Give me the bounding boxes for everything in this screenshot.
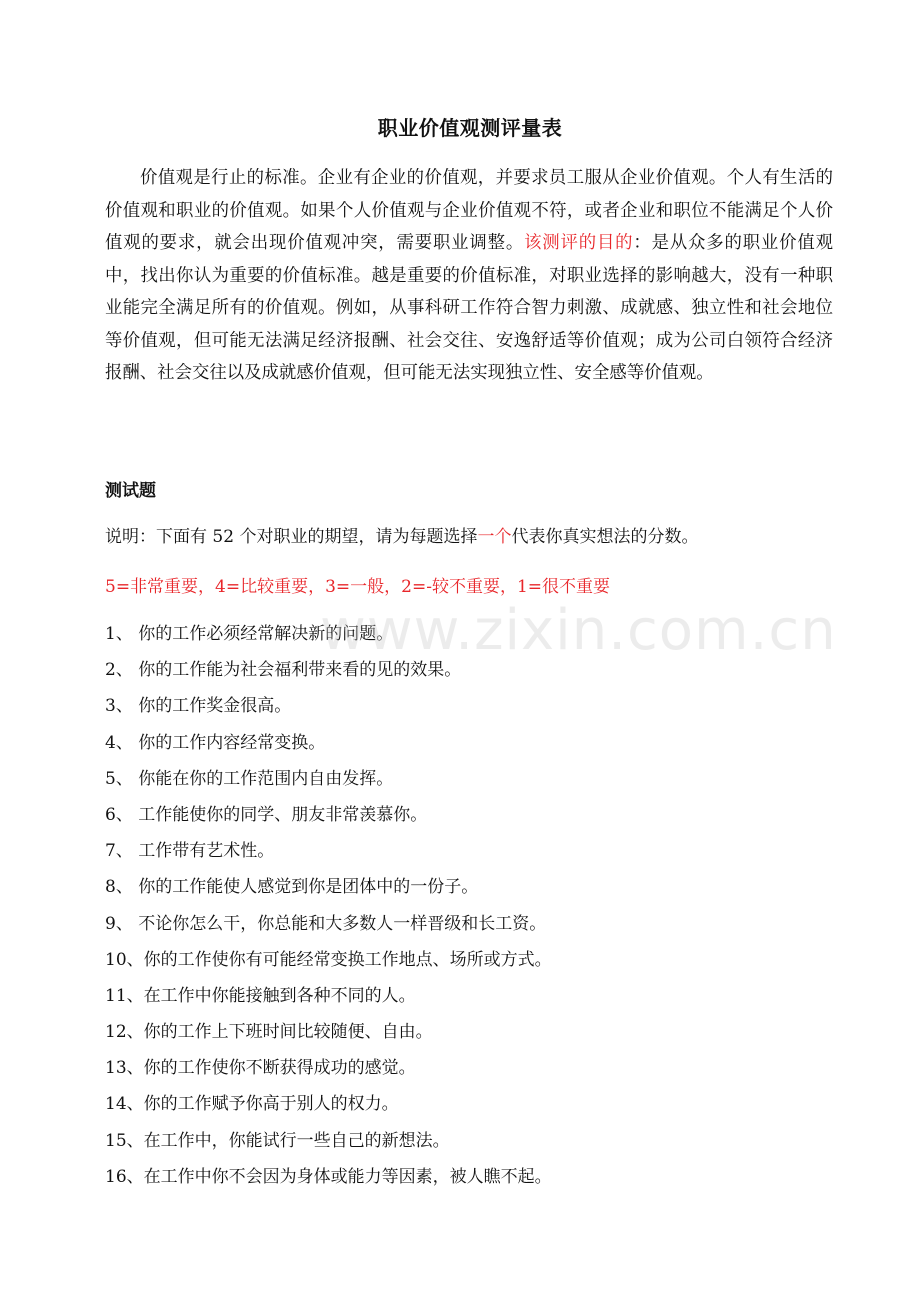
question-item: 13、你的工作使你不断获得成功的感觉。	[105, 1058, 416, 1079]
note-highlight: 一个	[477, 527, 512, 547]
question-list	[105, 622, 552, 1201]
question-item: 4、 你的工作内容经常变换。	[105, 732, 326, 753]
question-item: 16、在工作中你不会因为身体或能力等因素，被人瞧不起。	[105, 1166, 552, 1187]
question-item: 2、 你的工作能为社会福利带来看的见的效果。	[105, 660, 462, 681]
page-title: 职业价值观测评量表	[377, 116, 563, 140]
question-item: 6、 工作能使你的同学、朋友非常羡慕你。	[105, 804, 428, 825]
question-item: 12、你的工作上下班时间比较随便、自由。	[105, 1022, 433, 1043]
rating-scale: 5=非常重要，4=比较重要，3=一般，2=-较不重要，1=很不重要	[105, 577, 611, 597]
question-item: 5、 你能在你的工作范围内自由发挥。	[105, 768, 394, 789]
question-item: 8、 你的工作能使人感觉到你是团体中的一份子。	[105, 877, 479, 898]
question-item: 15、在工作中，你能试行一些自己的新想法。	[105, 1130, 450, 1151]
instructions-note	[105, 522, 698, 547]
question-item: 9、 不论你怎么干，你总能和大多数人一样晋级和长工资。	[105, 913, 547, 934]
note-text-before: 说明：下面有 52 个对职业的期望，请为每题选择	[105, 527, 478, 547]
intro-paragraph	[105, 162, 833, 390]
question-item: 1、 你的工作必须经常解决新的问题。	[105, 624, 394, 644]
intro-text-part2: ：是从众多的职业价值观中，找出你认为重要的价值标准。越是重要的价值标准，对职业选择的影响越大，没有一种职业能完全满足所有的价值观。例如，从事科研工作符合智力刺激、成就感、独立性和社会地位等价值观，但可能无法满足经济报酬、社会交往、安逸舒适等价值观；成为公司白领符合经济报酬、社会交往以及成就感价值观，但可能无法实现独立性、安全感等价值观。	[105, 233, 833, 383]
question-item: 11、在工作中你能接触到各种不同的人。	[105, 985, 416, 1006]
intro-text-part1: 价值观是行止的标准。企业有企业的价值观，并要求员工服从企业价值观。个人有生活的价值观和职业的价值观。如果个人价值观与企业价值观不符，或者企业和职位不能满足个人价值观的要求，就会出现价值观冲突，需要职业调整。	[105, 168, 833, 253]
question-item: 3、 你的工作奖金很高。	[105, 696, 292, 717]
watermark: www.zixin.com.cn	[320, 598, 837, 663]
question-item: 7、 工作带有艺术性。	[105, 841, 275, 862]
question-item: 10、你的工作使你有可能经常变换工作地点、场所或方式。	[105, 949, 552, 970]
section-heading: 测试题	[105, 481, 156, 501]
note-text-after: 代表你真实想法的分数。	[511, 527, 699, 547]
question-item: 14、你的工作赋予你高于别人的权力。	[105, 1094, 399, 1115]
intro-highlight: 该测评的目的	[524, 233, 634, 253]
